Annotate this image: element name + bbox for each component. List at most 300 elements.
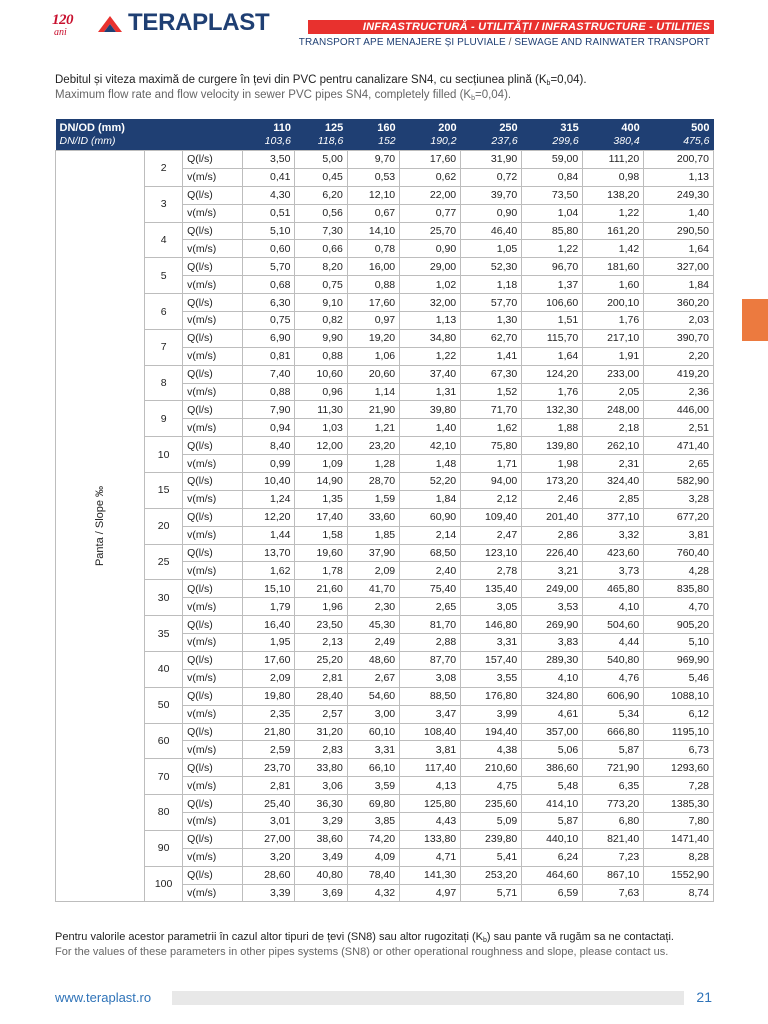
table-row <box>56 294 714 312</box>
flow-rate-cell: 29,00 <box>400 258 461 276</box>
velocity-cell: 5,46 <box>644 669 714 687</box>
flow-rate-cell: 5,10 <box>243 222 295 240</box>
flow-rate-label: Q(l/s) <box>183 616 243 634</box>
flow-rate-cell: 1293,60 <box>644 759 714 777</box>
velocity-label: v(m/s) <box>183 276 243 294</box>
velocity-cell: 1,35 <box>295 490 347 508</box>
velocity-cell: 2,20 <box>644 347 714 365</box>
table-row <box>56 401 714 419</box>
flow-rate-cell: 34,80 <box>400 329 461 347</box>
flow-rate-cell: 78,40 <box>347 866 399 884</box>
flow-rate-cell: 74,20 <box>347 830 399 848</box>
velocity-cell: 1,44 <box>243 526 295 544</box>
flow-rate-cell: 14,90 <box>295 473 347 491</box>
slope-value: 70 <box>145 759 183 795</box>
velocity-cell: 2,47 <box>461 526 522 544</box>
velocity-cell: 2,18 <box>583 419 644 437</box>
flow-rate-cell: 217,10 <box>583 329 644 347</box>
anniversary-word: ani <box>54 27 67 38</box>
velocity-cell: 4,13 <box>400 777 461 795</box>
velocity-cell: 0,84 <box>522 168 583 186</box>
velocity-cell: 1,52 <box>461 383 522 401</box>
velocity-label: v(m/s) <box>183 455 243 473</box>
flow-rate-cell: 194,40 <box>461 723 522 741</box>
velocity-label: v(m/s) <box>183 669 243 687</box>
velocity-cell: 3,99 <box>461 705 522 723</box>
velocity-cell: 3,00 <box>347 705 399 723</box>
velocity-cell: 1,85 <box>347 526 399 544</box>
velocity-cell: 1,02 <box>400 276 461 294</box>
velocity-cell: 3,05 <box>461 598 522 616</box>
footer-bar <box>172 991 684 1005</box>
flow-rate-label: Q(l/s) <box>183 795 243 813</box>
flow-rate-cell: 666,80 <box>583 723 644 741</box>
velocity-cell: 2,81 <box>243 777 295 795</box>
velocity-cell: 4,76 <box>583 669 644 687</box>
velocity-cell: 2,88 <box>400 634 461 652</box>
flow-rate-cell: 23,70 <box>243 759 295 777</box>
flow-rate-cell: 28,40 <box>295 687 347 705</box>
table-row <box>56 830 714 848</box>
table-row <box>56 365 714 383</box>
velocity-label: v(m/s) <box>183 705 243 723</box>
velocity-cell: 7,23 <box>583 848 644 866</box>
dn-header: 110 103,6 <box>264 122 291 147</box>
flow-rate-cell: 68,50 <box>400 544 461 562</box>
flow-rate-cell: 22,00 <box>400 186 461 204</box>
velocity-cell: 0,77 <box>400 204 461 222</box>
flow-rate-cell: 133,80 <box>400 830 461 848</box>
velocity-cell: 0,41 <box>243 168 295 186</box>
velocity-label: v(m/s) <box>183 562 243 580</box>
velocity-cell: 1,96 <box>295 598 347 616</box>
slope-value: 60 <box>145 723 183 759</box>
flow-rate-cell: 12,00 <box>295 437 347 455</box>
velocity-cell: 5,87 <box>522 812 583 830</box>
dn-header: 500 475,6 <box>683 122 710 147</box>
flow-rate-cell: 81,70 <box>400 616 461 634</box>
flow-rate-cell: 40,80 <box>295 866 347 884</box>
flow-rate-cell: 66,10 <box>347 759 399 777</box>
table-title-en: Maximum flow rate and flow velocity in sewer PVC pipes SN4, completely filled $(K_b=0,04)$. <box>55 89 512 102</box>
velocity-cell: 8,74 <box>644 884 714 902</box>
flow-rate-cell: 249,30 <box>644 186 714 204</box>
flow-rate-cell: 31,90 <box>461 151 522 169</box>
flow-rate-cell: 54,60 <box>347 687 399 705</box>
flow-rate-cell: 504,60 <box>583 616 644 634</box>
flow-rate-cell: 39,70 <box>461 186 522 204</box>
diameter-header: DN/OD (mm) DN/ID (mm) <box>59 122 125 147</box>
flow-rate-cell: 233,00 <box>583 365 644 383</box>
velocity-cell: 0,88 <box>347 276 399 294</box>
table-row <box>56 580 714 598</box>
velocity-cell: 0,78 <box>347 240 399 258</box>
velocity-cell: 2,40 <box>400 562 461 580</box>
flow-rate-cell: 176,80 <box>461 687 522 705</box>
velocity-label: v(m/s) <box>183 812 243 830</box>
velocity-cell: 3,21 <box>522 562 583 580</box>
table-row <box>56 508 714 526</box>
flow-rate-cell: 386,60 <box>522 759 583 777</box>
slope-value: 9 <box>145 401 183 437</box>
flow-rate-cell: 146,80 <box>461 616 522 634</box>
velocity-cell: 5,06 <box>522 741 583 759</box>
flow-rate-label: Q(l/s) <box>183 759 243 777</box>
flow-rate-cell: 37,90 <box>347 544 399 562</box>
velocity-cell: 3,39 <box>243 884 295 902</box>
table-row <box>56 151 714 169</box>
velocity-cell: 2,30 <box>347 598 399 616</box>
velocity-cell: 0,66 <box>295 240 347 258</box>
velocity-cell: 2,65 <box>400 598 461 616</box>
flow-rate-cell: 32,00 <box>400 294 461 312</box>
velocity-cell: 1,06 <box>347 347 399 365</box>
flow-rate-cell: 108,40 <box>400 723 461 741</box>
category-bar <box>308 20 714 34</box>
slope-value: 7 <box>145 329 183 365</box>
velocity-cell: 4,09 <box>347 848 399 866</box>
flow-rate-cell: 111,20 <box>583 151 644 169</box>
flow-rate-table <box>55 119 714 902</box>
flow-rate-cell: 835,80 <box>644 580 714 598</box>
velocity-cell: 0,62 <box>400 168 461 186</box>
velocity-cell: 3,81 <box>400 741 461 759</box>
velocity-cell: 1,88 <box>522 419 583 437</box>
flow-rate-cell: 248,00 <box>583 401 644 419</box>
velocity-cell: 0,67 <box>347 204 399 222</box>
dn-header: 125 118,6 <box>317 122 344 147</box>
category-label: INFRASTRUCTURĂ - UTILITĂȚI / INFRASTRUCTURE - UTILITIES <box>362 21 710 33</box>
flow-rate-cell: 17,40 <box>295 508 347 526</box>
table-row <box>56 651 714 669</box>
velocity-cell: 6,80 <box>583 812 644 830</box>
velocity-label: v(m/s) <box>183 347 243 365</box>
flow-rate-cell: 253,20 <box>461 866 522 884</box>
flow-rate-cell: 173,20 <box>522 473 583 491</box>
velocity-cell: 1,18 <box>461 276 522 294</box>
table-row <box>56 258 714 276</box>
velocity-cell: 1,22 <box>583 204 644 222</box>
website-link[interactable]: www.teraplast.ro <box>55 990 152 1005</box>
flow-rate-label: Q(l/s) <box>183 687 243 705</box>
velocity-cell: 3,06 <box>295 777 347 795</box>
flow-rate-label: Q(l/s) <box>183 651 243 669</box>
dn-header: 315 299,6 <box>552 122 579 147</box>
velocity-label: v(m/s) <box>183 777 243 795</box>
flow-rate-cell: 13,70 <box>243 544 295 562</box>
flow-rate-cell: 73,50 <box>522 186 583 204</box>
flow-rate-cell: 969,90 <box>644 651 714 669</box>
flow-rate-cell: 7,90 <box>243 401 295 419</box>
flow-rate-cell: 905,20 <box>644 616 714 634</box>
flow-rate-cell: 540,80 <box>583 651 644 669</box>
flow-rate-cell: 289,30 <box>522 651 583 669</box>
flow-rate-cell: 17,60 <box>400 151 461 169</box>
velocity-cell: 4,71 <box>400 848 461 866</box>
flow-rate-cell: 12,20 <box>243 508 295 526</box>
velocity-cell: 3,55 <box>461 669 522 687</box>
velocity-cell: 4,10 <box>583 598 644 616</box>
velocity-cell: 0,53 <box>347 168 399 186</box>
flow-rate-cell: 138,20 <box>583 186 644 204</box>
flow-rate-cell: 390,70 <box>644 329 714 347</box>
velocity-cell: 6,73 <box>644 741 714 759</box>
flow-rate-cell: 249,00 <box>522 580 583 598</box>
flow-rate-cell: 1385,30 <box>644 795 714 813</box>
dn-header: 400 380,4 <box>613 122 640 147</box>
flow-rate-cell: 25,40 <box>243 795 295 813</box>
flow-rate-cell: 23,50 <box>295 616 347 634</box>
flow-rate-cell: 33,80 <box>295 759 347 777</box>
flow-rate-cell: 39,80 <box>400 401 461 419</box>
flow-rate-cell: 9,70 <box>347 151 399 169</box>
subtitle-separator: / <box>505 37 515 48</box>
flow-rate-cell: 36,30 <box>295 795 347 813</box>
velocity-cell: 6,12 <box>644 705 714 723</box>
table-row <box>56 437 714 455</box>
velocity-cell: 1,71 <box>461 455 522 473</box>
flow-rate-cell: 85,80 <box>522 222 583 240</box>
velocity-label: v(m/s) <box>183 240 243 258</box>
velocity-cell: 3,49 <box>295 848 347 866</box>
velocity-cell: 0,75 <box>243 312 295 330</box>
flow-rate-cell: 4,30 <box>243 186 295 204</box>
dn-header: 160 152 <box>377 122 396 147</box>
flow-rate-cell: 7,40 <box>243 365 295 383</box>
velocity-cell: 2,78 <box>461 562 522 580</box>
flow-rate-cell: 6,90 <box>243 329 295 347</box>
velocity-cell: 4,97 <box>400 884 461 902</box>
velocity-cell: 1,64 <box>644 240 714 258</box>
velocity-cell: 1,62 <box>461 419 522 437</box>
velocity-label: v(m/s) <box>183 490 243 508</box>
table-row <box>56 687 714 705</box>
flow-rate-cell: 5,70 <box>243 258 295 276</box>
slope-value: 80 <box>145 795 183 831</box>
flow-rate-cell: 235,60 <box>461 795 522 813</box>
flow-rate-cell: 16,00 <box>347 258 399 276</box>
table-title-ro: Debitul și viteza maximă de curgere în țevi din PVC pentru canalizare SN4, cu secțiunea plină $(K_b=0,04)$. <box>55 74 587 87</box>
flow-rate-cell: 11,30 <box>295 401 347 419</box>
flow-rate-cell: 867,10 <box>583 866 644 884</box>
flow-rate-cell: 200,10 <box>583 294 644 312</box>
velocity-cell: 0,81 <box>243 347 295 365</box>
velocity-label: v(m/s) <box>183 848 243 866</box>
velocity-cell: 1,40 <box>644 204 714 222</box>
flow-rate-cell: 7,30 <box>295 222 347 240</box>
velocity-cell: 3,28 <box>644 490 714 508</box>
flow-rate-cell: 471,40 <box>644 437 714 455</box>
flow-rate-cell: 20,60 <box>347 365 399 383</box>
velocity-label: v(m/s) <box>183 204 243 222</box>
velocity-cell: 5,34 <box>583 705 644 723</box>
flow-rate-label: Q(l/s) <box>183 258 243 276</box>
footnote-en: For the values of these parameters in other pipes systems (SN8) or other operational roughness and slope, please contact us. <box>55 946 669 958</box>
slope-value: 10 <box>145 437 183 473</box>
velocity-cell: 3,01 <box>243 812 295 830</box>
velocity-cell: 2,09 <box>347 562 399 580</box>
velocity-cell: 1,13 <box>400 312 461 330</box>
velocity-cell: 0,72 <box>461 168 522 186</box>
flow-rate-cell: 161,20 <box>583 222 644 240</box>
velocity-cell: 5,87 <box>583 741 644 759</box>
velocity-cell: 1,03 <box>295 419 347 437</box>
velocity-cell: 1,79 <box>243 598 295 616</box>
flow-rate-cell: 106,60 <box>522 294 583 312</box>
flow-rate-cell: 440,10 <box>522 830 583 848</box>
flow-rate-cell: 27,00 <box>243 830 295 848</box>
section-subtitle <box>299 37 710 48</box>
velocity-cell: 1,42 <box>583 240 644 258</box>
flow-rate-cell: 37,40 <box>400 365 461 383</box>
velocity-cell: 2,35 <box>243 705 295 723</box>
flow-rate-cell: 19,60 <box>295 544 347 562</box>
velocity-cell: 2,67 <box>347 669 399 687</box>
flow-rate-cell: 1471,40 <box>644 830 714 848</box>
velocity-cell: 0,98 <box>583 168 644 186</box>
velocity-cell: 2,09 <box>243 669 295 687</box>
velocity-cell: 5,41 <box>461 848 522 866</box>
velocity-cell: 3,31 <box>347 741 399 759</box>
flow-rate-cell: 17,60 <box>347 294 399 312</box>
flow-rate-cell: 201,40 <box>522 508 583 526</box>
velocity-cell: 3,69 <box>295 884 347 902</box>
flow-rate-cell: 773,20 <box>583 795 644 813</box>
velocity-cell: 7,28 <box>644 777 714 795</box>
flow-rate-label: Q(l/s) <box>183 151 243 169</box>
table-row <box>56 866 714 884</box>
slope-value: 3 <box>145 186 183 222</box>
flow-rate-cell: 52,20 <box>400 473 461 491</box>
velocity-cell: 2,51 <box>644 419 714 437</box>
velocity-cell: 1,05 <box>461 240 522 258</box>
table-row <box>56 723 714 741</box>
velocity-cell: 1,60 <box>583 276 644 294</box>
velocity-cell: 1,28 <box>347 455 399 473</box>
flow-rate-cell: 60,90 <box>400 508 461 526</box>
flow-rate-cell: 59,00 <box>522 151 583 169</box>
slope-value: 5 <box>145 258 183 294</box>
flow-rate-cell: 28,60 <box>243 866 295 884</box>
flow-rate-cell: 75,80 <box>461 437 522 455</box>
flow-rate-cell: 181,60 <box>583 258 644 276</box>
table-row <box>56 795 714 813</box>
flow-rate-cell: 75,40 <box>400 580 461 598</box>
velocity-label: v(m/s) <box>183 168 243 186</box>
velocity-cell: 2,86 <box>522 526 583 544</box>
teraplast-logo[interactable] <box>96 9 270 36</box>
velocity-cell: 0,88 <box>243 383 295 401</box>
flow-rate-label: Q(l/s) <box>183 329 243 347</box>
slope-value: 15 <box>145 473 183 509</box>
flow-rate-cell: 67,30 <box>461 365 522 383</box>
velocity-cell: 4,61 <box>522 705 583 723</box>
velocity-cell: 2,83 <box>295 741 347 759</box>
slope-value: 25 <box>145 544 183 580</box>
flow-rate-label: Q(l/s) <box>183 866 243 884</box>
velocity-cell: 2,81 <box>295 669 347 687</box>
slope-value: 8 <box>145 365 183 401</box>
flow-rate-cell: 57,70 <box>461 294 522 312</box>
flow-rate-cell: 9,10 <box>295 294 347 312</box>
flow-rate-cell: 109,40 <box>461 508 522 526</box>
slope-value: 4 <box>145 222 183 258</box>
flow-rate-cell: 141,30 <box>400 866 461 884</box>
flow-rate-cell: 42,10 <box>400 437 461 455</box>
velocity-cell: 5,10 <box>644 634 714 652</box>
velocity-cell: 2,85 <box>583 490 644 508</box>
dn-header: 250 237,6 <box>491 122 518 147</box>
velocity-cell: 7,63 <box>583 884 644 902</box>
velocity-cell: 0,51 <box>243 204 295 222</box>
slope-value: 6 <box>145 294 183 330</box>
velocity-cell: 3,53 <box>522 598 583 616</box>
anniversary-number: 120 <box>52 12 73 28</box>
velocity-cell: 2,14 <box>400 526 461 544</box>
velocity-cell: 1,31 <box>400 383 461 401</box>
velocity-cell: 3,83 <box>522 634 583 652</box>
velocity-cell: 3,73 <box>583 562 644 580</box>
flow-rate-cell: 25,70 <box>400 222 461 240</box>
velocity-label: v(m/s) <box>183 312 243 330</box>
flow-rate-cell: 6,30 <box>243 294 295 312</box>
flow-rate-label: Q(l/s) <box>183 222 243 240</box>
flow-rate-cell: 8,20 <box>295 258 347 276</box>
flow-rate-label: Q(l/s) <box>183 580 243 598</box>
subtitle-en: SEWAGE AND RAINWATER TRANSPORT <box>514 37 710 48</box>
flow-rate-cell: 96,70 <box>522 258 583 276</box>
flow-rate-cell: 31,20 <box>295 723 347 741</box>
velocity-cell: 4,38 <box>461 741 522 759</box>
flow-rate-cell: 1195,10 <box>644 723 714 741</box>
flow-rate-cell: 21,60 <box>295 580 347 598</box>
slope-value: 20 <box>145 508 183 544</box>
flow-rate-cell: 124,20 <box>522 365 583 383</box>
velocity-cell: 1,09 <box>295 455 347 473</box>
velocity-cell: 1,13 <box>644 168 714 186</box>
page-number: 21 <box>696 989 712 1005</box>
velocity-cell: 0,99 <box>243 455 295 473</box>
flow-rate-cell: 1552,90 <box>644 866 714 884</box>
velocity-cell: 1,76 <box>583 312 644 330</box>
velocity-cell: 3,59 <box>347 777 399 795</box>
flow-rate-cell: 21,80 <box>243 723 295 741</box>
anniversary-logo <box>52 12 88 42</box>
flow-rate-cell: 414,10 <box>522 795 583 813</box>
velocity-cell: 0,68 <box>243 276 295 294</box>
velocity-cell: 0,90 <box>461 204 522 222</box>
velocity-cell: 1,78 <box>295 562 347 580</box>
flow-rate-cell: 262,10 <box>583 437 644 455</box>
velocity-cell: 3,81 <box>644 526 714 544</box>
footnote-ro: Pentru valorile acestor parametrii în cazul altor tipuri de țevi (SN8) sau altor rugozitați $(K_b)$ sau pante vă rugăm sa ne contactați. <box>55 931 674 944</box>
velocity-label: v(m/s) <box>183 634 243 652</box>
flow-rate-cell: 226,40 <box>522 544 583 562</box>
velocity-cell: 4,44 <box>583 634 644 652</box>
flow-rate-cell: 125,80 <box>400 795 461 813</box>
velocity-cell: 1,76 <box>522 383 583 401</box>
flow-rate-cell: 606,90 <box>583 687 644 705</box>
velocity-cell: 3,85 <box>347 812 399 830</box>
velocity-cell: 1,59 <box>347 490 399 508</box>
velocity-cell: 1,22 <box>522 240 583 258</box>
flow-rate-cell: 45,30 <box>347 616 399 634</box>
velocity-cell: 1,84 <box>644 276 714 294</box>
velocity-cell: 3,20 <box>243 848 295 866</box>
flow-rate-cell: 721,90 <box>583 759 644 777</box>
flow-rate-cell: 290,50 <box>644 222 714 240</box>
flow-rate-label: Q(l/s) <box>183 401 243 419</box>
